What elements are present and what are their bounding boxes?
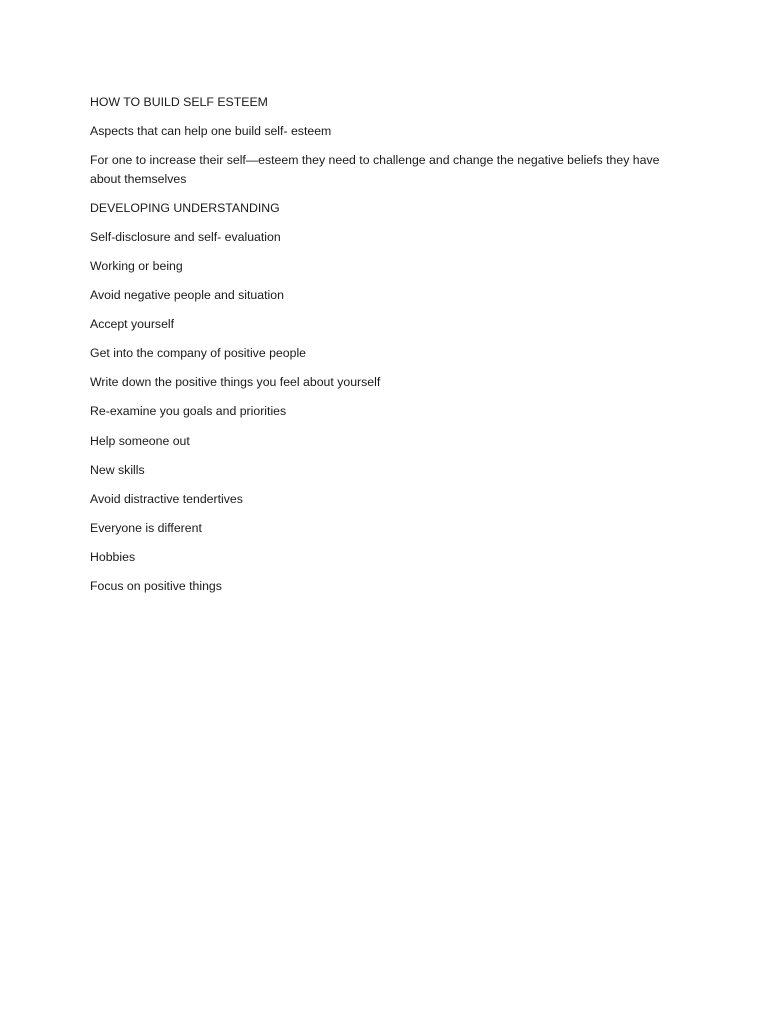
list-item: Avoid negative people and situation [90, 288, 284, 303]
document-title: HOW TO BUILD SELF ESTEEM [90, 95, 268, 109]
list-item: Everyone is different [90, 520, 202, 535]
list-item: Re-examine you goals and priorities [90, 404, 287, 419]
paragraph-intro: For one to increase their self—esteem they need to challenge and change the negative beliefs they have about themselves [90, 153, 660, 186]
list-item: Write down the positive things you feel about yourself [90, 375, 381, 390]
list-item: Help someone out [90, 433, 190, 448]
paragraph-aspects: Aspects that can help one build self- esteem [90, 124, 332, 139]
list-item: Avoid distractive tendertives [90, 491, 243, 506]
list-item: Working or being [90, 258, 183, 273]
list-item: Self-disclosure and self- evaluation [90, 229, 281, 244]
list-item: Focus on positive things [90, 579, 222, 593]
list-item: Accept yourself [90, 317, 175, 332]
document-body [90, 93, 690, 606]
section-heading-developing-understanding: DEVELOPING UNDERSTANDING [90, 200, 280, 215]
list-item: Hobbies [90, 549, 136, 564]
list-item: New skills [90, 462, 145, 477]
list-item: Get into the company of positive people [90, 346, 307, 361]
